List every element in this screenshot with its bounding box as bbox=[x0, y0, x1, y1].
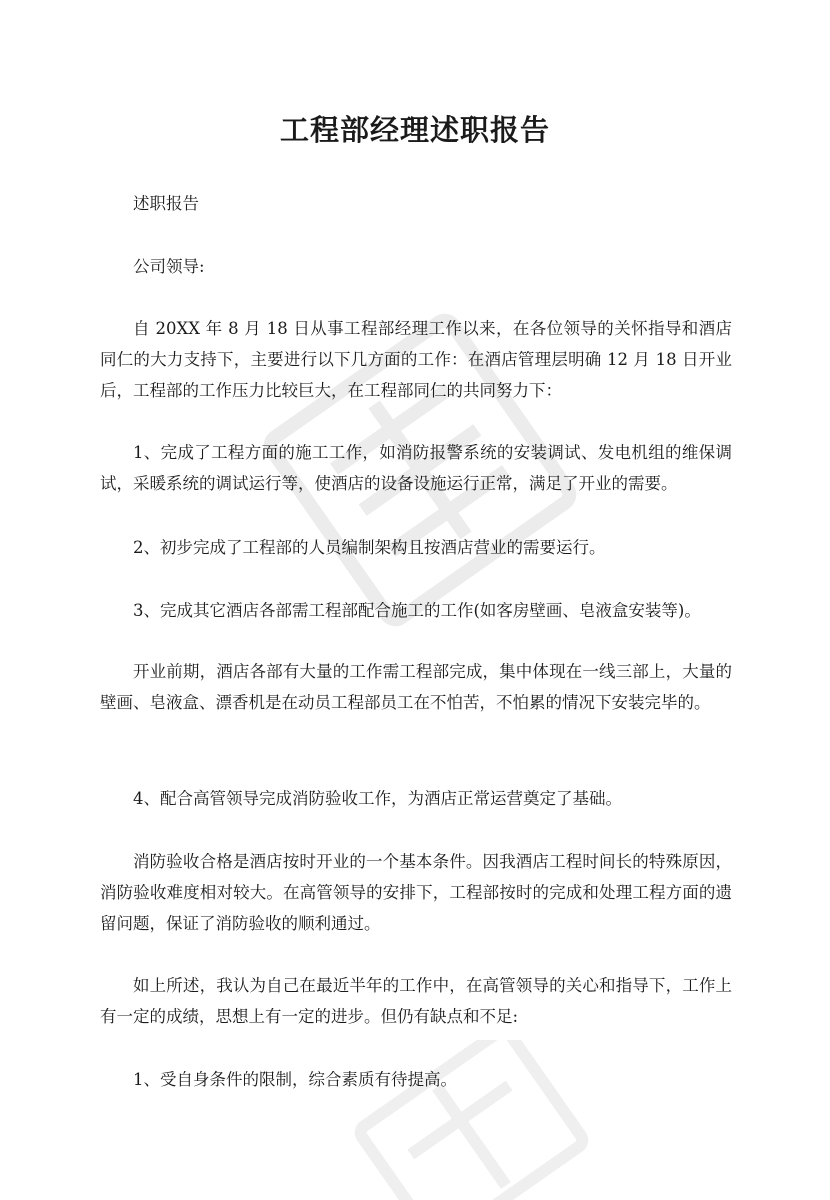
document-title: 工程部经理述职报告 bbox=[279, 113, 550, 147]
paragraph-item-1: 1、完成了工程方面的施工工作，如消防报警系统的安装调试、发电机组的维保调试，采暖系统的调试运行等，使酒店的设备设施运行正常，满足了开业的需要。 bbox=[100, 443, 732, 493]
paragraph-item-3: 3、完成其它酒店各部需工程部配合施工的工作(如客房壁画、皂液盒安装等)。 bbox=[133, 601, 701, 620]
paragraph-item-2: 2、初步完成了工程部的人员编制架构且按酒店营业的需要运行。 bbox=[133, 538, 606, 557]
paragraph-heading: 述职报告 bbox=[133, 194, 199, 213]
paragraph-item-4: 4、配合高管领导完成消防验收工作，为酒店正常运营奠定了基础。 bbox=[133, 789, 622, 808]
paragraph-salutation: 公司领导: bbox=[133, 257, 205, 276]
paragraph-intro: 自 20XX 年 8 月 18 日从事工程部经理工作以来，在各位领导的关怀指导和酒店同仁的大力支持下，主要进行以下几方面的工作：在酒店管理层明确 12 月 18 日开业后，工程部的工作压力比较巨大，在工程部同仁的共同努力下： bbox=[100, 319, 732, 400]
paragraph-shortcoming-1: 1、受自身条件的限制，综合素质有待提高。 bbox=[133, 1070, 457, 1089]
paragraph-fire-inspection: 消防验收合格是酒店按时开业的一个基本条件。因我酒店工程时间长的特殊原因，消防验收难度相对较大。在高管领导的安排下，工程部按时的完成和处理工程方面的遗留问题，保证了消防验收的顺利通过。 bbox=[100, 852, 732, 933]
paragraph-summary: 如上所述，我认为自己在最近半年的工作中，在高管领导的关心和指导下，工作上有一定的成绩，思想上有一定的进步。但仍有缺点和不足: bbox=[100, 976, 732, 1026]
paragraph-opening-period: 开业前期，酒店各部有大量的工作需工程部完成，集中体现在一线三部上，大量的壁画、皂液盒、漂香机是在动员工程部员工在不怕苦，不怕累的情况下安装完毕的。 bbox=[100, 662, 732, 712]
